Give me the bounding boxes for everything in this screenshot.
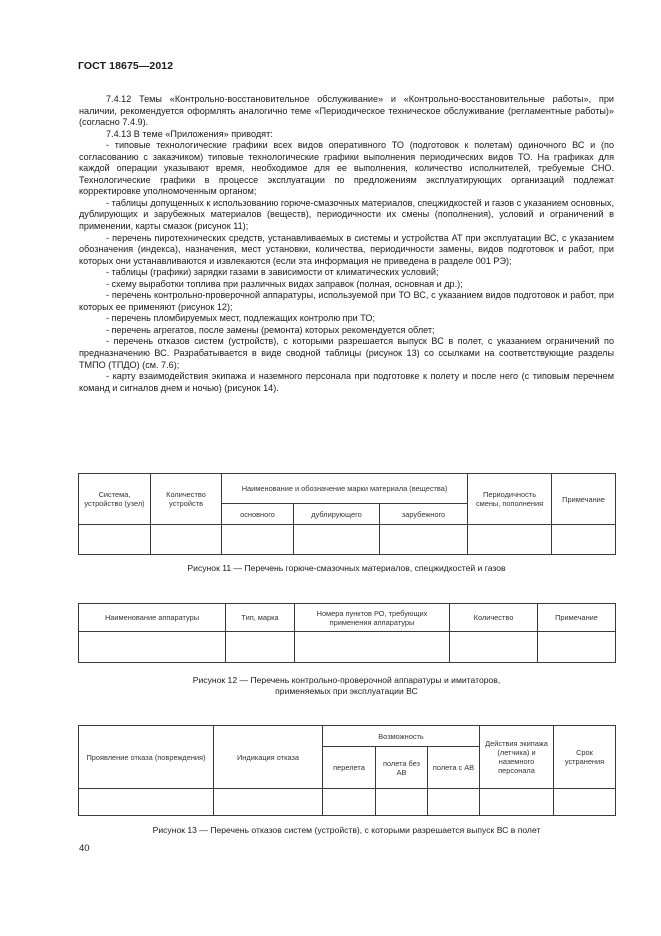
col-header-main: основного	[222, 504, 294, 525]
col-header-system: Система, устройство (узел)	[79, 474, 151, 525]
col-header-foreign: зарубежного	[380, 504, 468, 525]
col-header-type: Тип, марка	[226, 604, 295, 632]
table-cell	[226, 632, 295, 663]
figure-11-table	[78, 473, 616, 555]
figure-11-caption: Рисунок 11 — Перечень горюче-смазочных материалов, спецжидкостей и газов	[187, 563, 506, 573]
table-cell	[468, 525, 552, 555]
col-header-note: Примечание	[538, 604, 616, 632]
figure-13-table	[78, 725, 616, 816]
paragraph: - перечень контрольно-проверочной аппаратуры, используемой при ТО ВС, с указанием видов подготовок и работ, при которых ее применяют (рисунок 12);	[79, 290, 614, 312]
table-cell	[222, 525, 294, 555]
table-row	[79, 632, 616, 663]
col-header-material-name: Наименование и обозначение марки материала (вещества)	[222, 474, 468, 504]
table-cell	[380, 525, 468, 555]
figure-12-caption	[79, 675, 614, 697]
paragraph: - схему выработки топлива при различных видах заправок (полная, основная и др.);	[106, 278, 463, 289]
paragraph: - перечень пиротехнических средств, устанавливаемых в системы и устройства АТ при эксплуатации ВС, с указанием обозначения (индекса), назначения, мест установки, количества, периодичности замены, видов подготовок и работ, при которых они устанавливаются и извлекаются (если эта информация не приведена в разделе 001 РЭ);	[79, 232, 614, 266]
paragraph: - перечень пломбируемых мест, подлежащих контролю при ТО;	[106, 313, 375, 324]
col-header-periodicity: Периодичность смены, пополнения	[468, 474, 552, 525]
paragraph: 7.4.12 Темы «Контрольно-восстановительное обслуживание» и «Контрольно-восстановительные работы», при наличии, рекомендуется оформлять аналогично теме «Периодическое техническое обслуживание (регламентные работы)» (согласно 7.4.9).	[79, 94, 614, 128]
table-cell	[79, 525, 151, 555]
paragraph: - перечень отказов систем (устройств), с которыми разрешается выпуск ВС в полет, с указанием ограничений по предназначению ВС. Разрабатывается в виде сводной таблицы (рисунок 13) со ссылками на соответствующие разделы ТМПО (ТПДО) (см. 7.6);	[79, 336, 614, 370]
col-header-possibility: Возможность	[323, 726, 480, 747]
table-cell	[480, 789, 554, 816]
caption-line: применяемых при эксплуатации ВС	[275, 686, 418, 696]
col-header-note: Примечание	[552, 474, 616, 525]
table-cell	[376, 789, 428, 816]
table-cell	[428, 789, 480, 816]
page-number: 40	[79, 843, 90, 854]
paragraph: - таблицы допущенных к использованию горюче-смазочных материалов, спецжидкостей и газов с указанием основных, дублирующих и зарубежных материалов (веществ), периодичности их смены (пополнения), условий и ограничений в применении, карты смазок (рисунок 11);	[79, 197, 614, 232]
table-cell	[294, 525, 380, 555]
paragraph: - типовые технологические графики всех видов оперативного ТО (подготовок к полетам) одиночного ВС и (по согласованию с заказчиком) типовые технологические графики выполнения периодических видов ТО. На графиках для каждой операции указывают время, необходимое для ее выполнения, количество исполнителей, требуемые СНО. Технологические графики в процессе эксплуатации по предложениям эксплуатирующих организаций подлежат корректировке уполномоченным органом;	[79, 140, 614, 197]
figure-13-caption: Рисунок 13 — Перечень отказов систем (устройств), с которыми разрешается выпуск ВС в полет	[152, 825, 541, 835]
table-cell	[79, 789, 214, 816]
paragraph: - перечень агрегатов, после замены (ремонта) которых рекомендуется облет;	[106, 324, 435, 335]
table-row	[79, 789, 616, 816]
col-header-quantity: Количество	[450, 604, 538, 632]
table-cell	[450, 632, 538, 663]
document-header: ГОСТ 18675—2012	[78, 60, 174, 72]
paragraph: 7.4.13 В теме «Приложения» приводят:	[106, 128, 273, 139]
col-header-term: Срок устранения	[554, 726, 616, 789]
col-header-ferry: перелета	[323, 747, 376, 789]
col-header-duplicate: дублирующего	[294, 504, 380, 525]
figure-12-table	[78, 603, 616, 663]
col-header-failure: Проявление отказа (повреждения)	[79, 726, 214, 789]
table-cell	[552, 525, 616, 555]
paragraph: - таблицы (графики) зарядки газами в зависимости от климатических условий;	[106, 267, 439, 278]
body-text	[79, 94, 614, 394]
table-cell	[538, 632, 616, 663]
col-header-quantity: Количество устройств	[151, 474, 222, 525]
table-cell	[554, 789, 616, 816]
table-cell	[295, 632, 450, 663]
col-header-actions: Действия экипажа (летчика) и наземного персонала	[480, 726, 554, 789]
col-header-equipment-name: Наименование аппаратуры	[79, 604, 226, 632]
table-cell	[323, 789, 376, 816]
table-cell	[151, 525, 222, 555]
col-header-flight-no-ab: полета без АВ	[376, 747, 428, 789]
caption-line: Рисунок 12 — Перечень контрольно-проверочной аппаратуры и имитаторов,	[192, 675, 501, 685]
col-header-indication: Индикация отказа	[214, 726, 323, 789]
col-header-items: Номера пунктов РО, требующих применения аппаратуры	[295, 604, 450, 632]
paragraph: - карту взаимодействия экипажа и наземного персонала при подготовке к полету и после него (с типовым перечнем команд и сигналов днем и ночью) (рисунок 14).	[79, 371, 614, 393]
table-cell	[79, 632, 226, 663]
table-row	[79, 525, 616, 555]
table-cell	[214, 789, 323, 816]
col-header-flight-ab: полета с АВ	[428, 747, 480, 789]
